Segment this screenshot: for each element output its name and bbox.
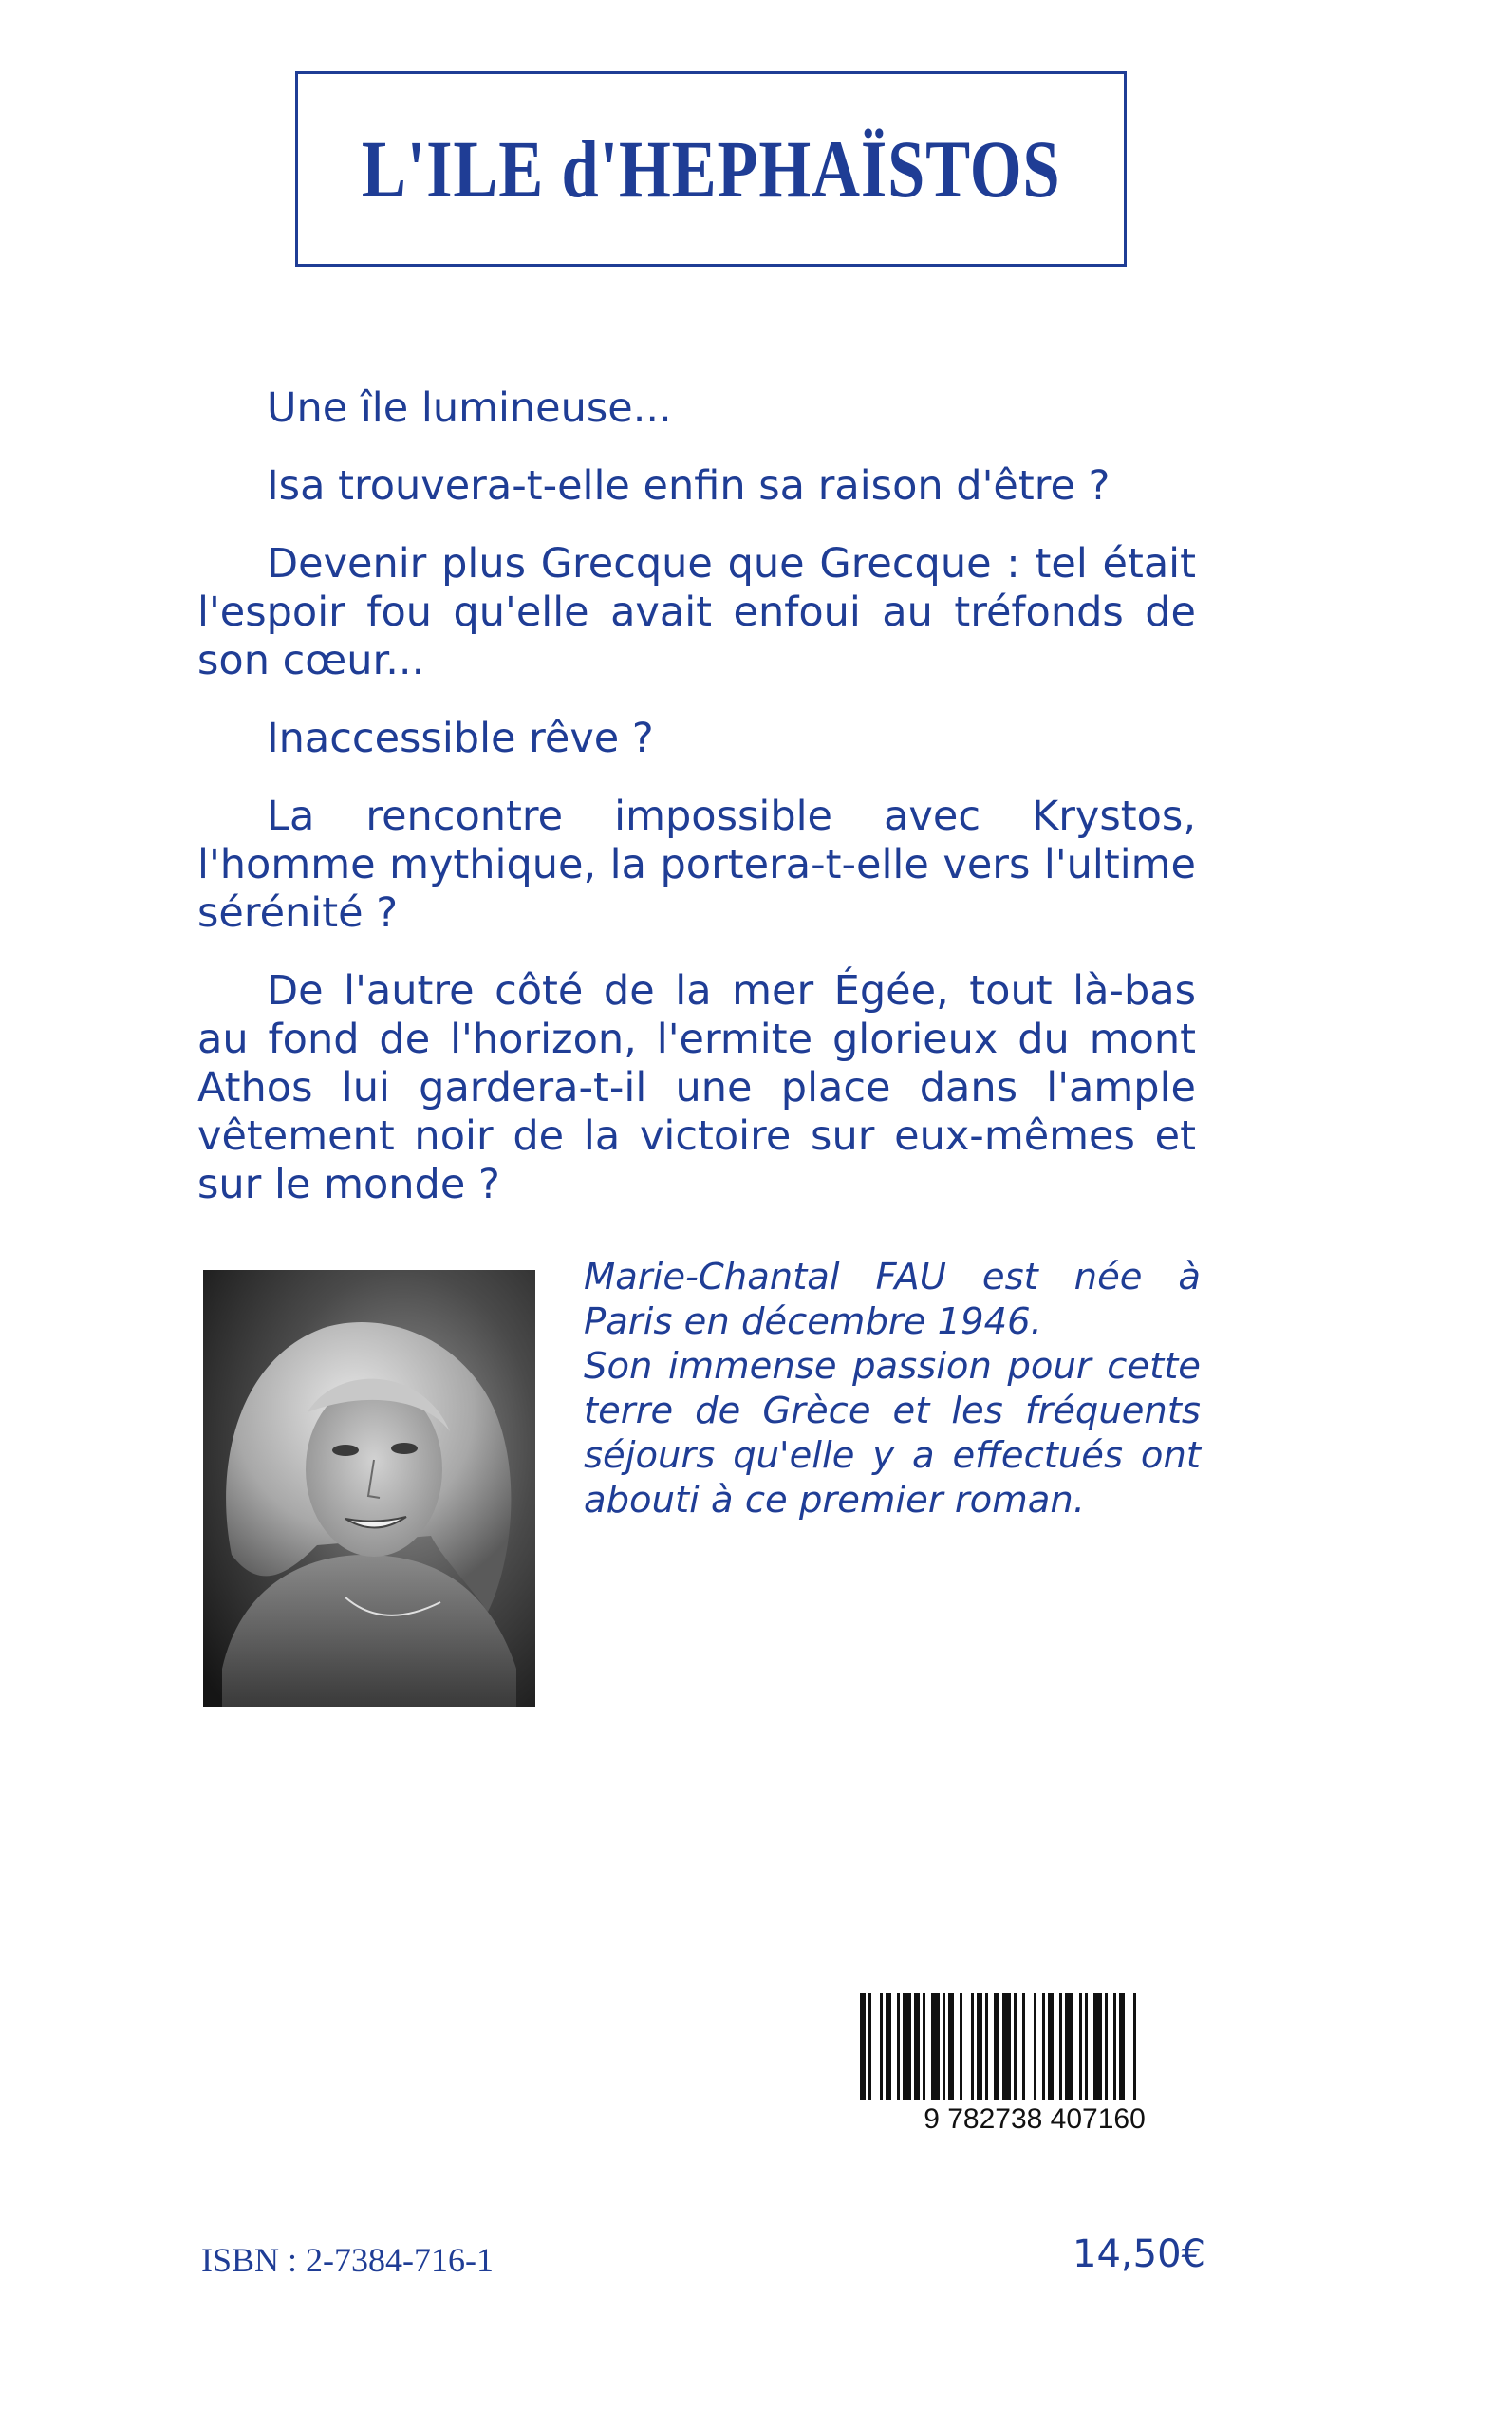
barcode [854, 1993, 1215, 2136]
barcode-bar [1085, 1993, 1088, 2100]
author-bio-line: Marie-Chantal FAU est née à Paris en décembre 1946. [584, 1256, 1201, 1343]
barcode-bar [923, 1993, 925, 2100]
barcode-bar [943, 1993, 945, 2100]
author-bio [584, 1255, 1201, 1522]
barcode-bar [880, 1993, 883, 2100]
blurb-paragraph: Isa trouvera-t-elle enfin sa raison d'être ? [267, 462, 1111, 510]
barcode-bar [971, 1993, 974, 2100]
blurb-paragraph: Devenir plus Grecque que Grecque : tel était l'espoir fou qu'elle avait enfoui au tréfonds de son cœur... [197, 540, 1196, 684]
title-box [295, 71, 1127, 267]
price: 14,50€ [1073, 2232, 1205, 2276]
barcode-bar [1105, 1993, 1108, 2100]
book-title: L'ILE d'HEPHAÏSTOS [361, 123, 1061, 215]
barcode-bar [1093, 1993, 1102, 2100]
barcode-bar [1002, 1993, 1011, 2100]
barcode-bar [931, 1993, 940, 2100]
barcode-bar [994, 1993, 999, 2100]
barcode-bar [985, 1993, 988, 2100]
barcode-bar [1048, 1993, 1054, 2100]
blurb-paragraph: Inaccessible rêve ? [267, 715, 654, 762]
barcode-bar [868, 1993, 871, 2100]
barcode-bar [1133, 1993, 1136, 2100]
barcode-bar [914, 1993, 920, 2100]
barcode-bar [1059, 1993, 1062, 2100]
isbn: ISBN : 2-7384-716-1 [201, 2241, 494, 2279]
barcode-bar [1079, 1993, 1082, 2100]
back-cover-blurb [197, 384, 1196, 1239]
barcode-bar [1119, 1993, 1125, 2100]
barcode-bar [1034, 1993, 1036, 2100]
barcode-bar [1014, 1993, 1017, 2100]
author-bio-line: Son immense passion pour cette terre de Grèce et les fréquents séjours qu'elle y a effectués ont abouti à ce premier roman. [584, 1345, 1201, 1522]
barcode-bar [886, 1993, 891, 2100]
barcode-bar [903, 1993, 911, 2100]
barcode-digits: 9 782738 407160 [924, 2103, 1146, 2135]
barcode-bar [860, 1993, 866, 2100]
barcode-bar [1042, 1993, 1045, 2100]
barcode-bar [960, 1993, 962, 2100]
barcode-bar [1113, 1993, 1116, 2100]
author-portrait [203, 1270, 535, 1707]
blurb-paragraph: De l'autre côté de la mer Égée, tout là-bas au fond de l'horizon, l'ermite glorieux du mont Athos lui gardera-t-il une place dans l'ample vêtement noir de la victoire sur eux-mêmes et sur le monde ? [197, 967, 1196, 1208]
barcode-bar [948, 1993, 954, 2100]
author-photo [203, 1270, 535, 1707]
blurb-paragraph: La rencontre impossible avec Krystos, l'homme mythique, la portera-t-elle vers l'ultime sérénité ? [197, 793, 1196, 937]
barcode-bar [1065, 1993, 1073, 2100]
barcode-bar [977, 1993, 982, 2100]
blurb-paragraph: Une île lumineuse... [267, 384, 672, 432]
barcode-bar [1022, 1993, 1025, 2100]
barcode-bar [897, 1993, 900, 2100]
